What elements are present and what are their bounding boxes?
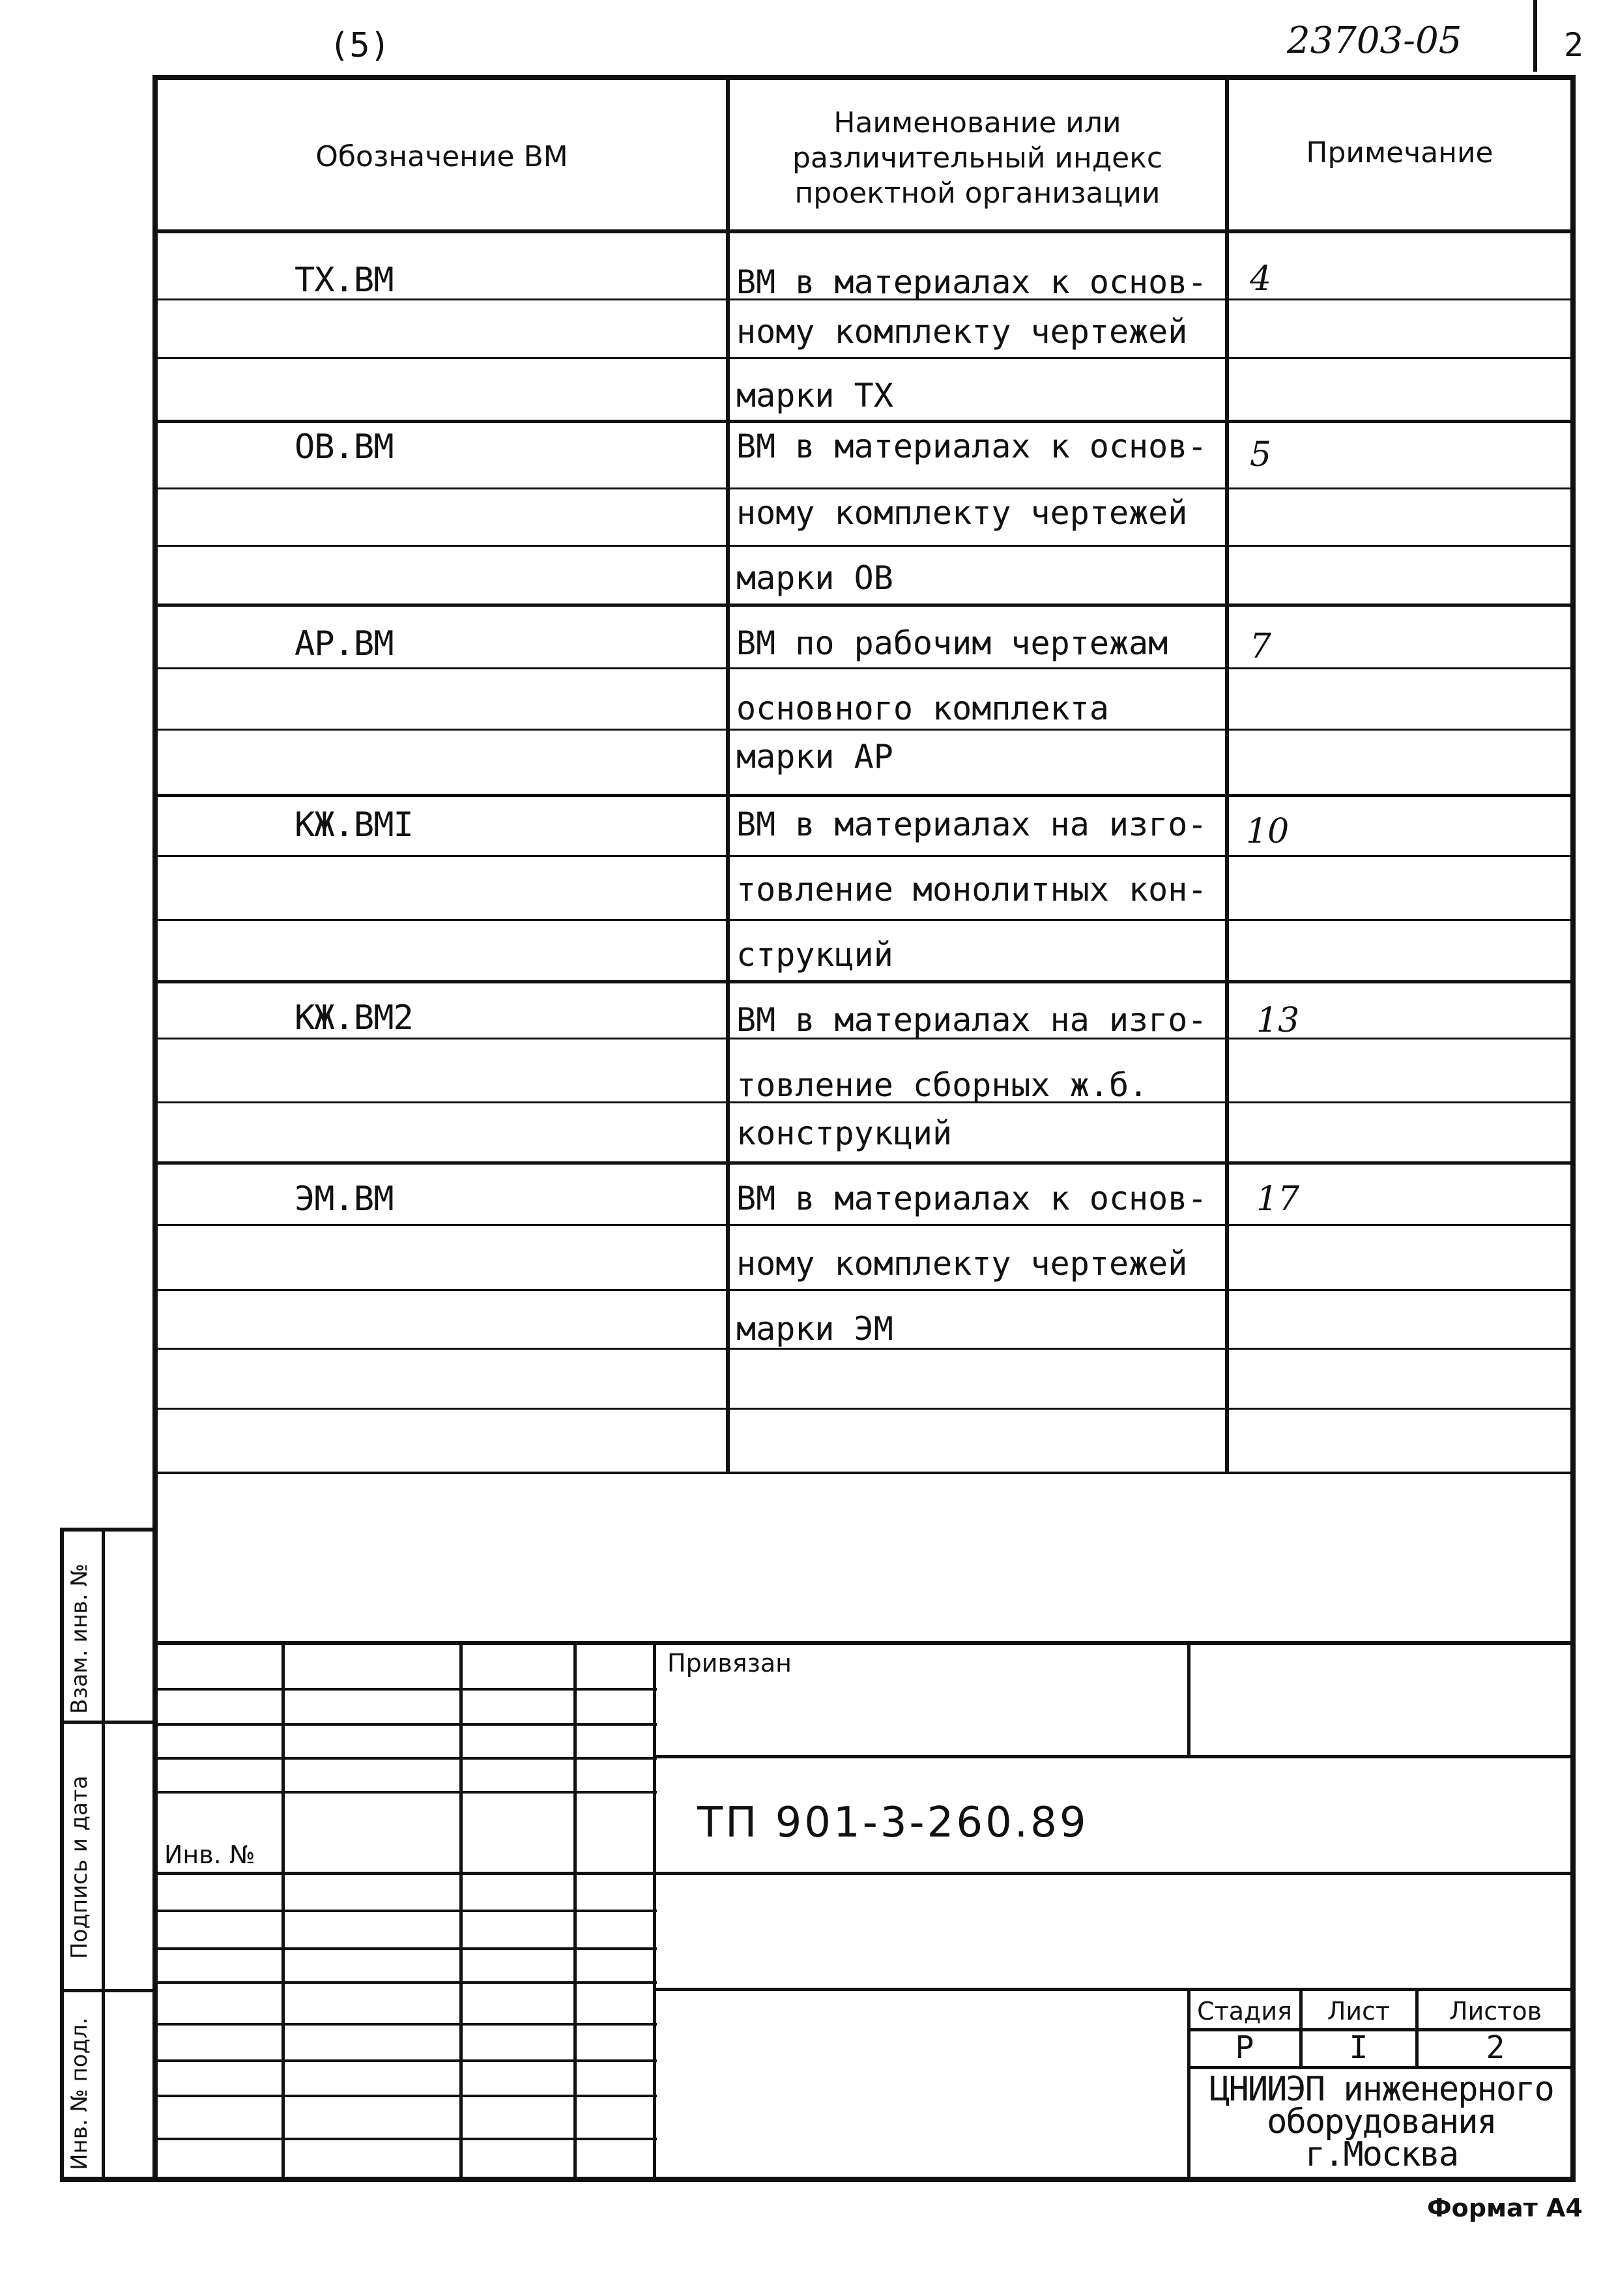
table-row-line bbox=[158, 603, 1570, 607]
table-row-line bbox=[158, 1348, 1570, 1350]
frame-right bbox=[1570, 75, 1576, 2182]
row-4-name-line-1: ВМ в материалах на изго- bbox=[736, 806, 1207, 843]
org-line-2: оборудования bbox=[1267, 2102, 1496, 2142]
row-5-note: 13 bbox=[1256, 1001, 1300, 1040]
row-1-name-line-2: ному комплекту чертежей bbox=[736, 313, 1188, 351]
stage-value: Р bbox=[1235, 2029, 1254, 2066]
table-row-line bbox=[158, 545, 1570, 547]
title-block-row-line bbox=[155, 1981, 657, 1984]
row-5-code: КЖ.ВМ2 bbox=[295, 998, 413, 1038]
table-row-line bbox=[158, 667, 1570, 669]
title-block-row-line bbox=[155, 2023, 657, 2026]
side-stamp-top bbox=[60, 1528, 155, 1532]
row-4-code: КЖ.ВМI bbox=[295, 806, 413, 845]
header-bottom-line bbox=[155, 229, 1573, 233]
format-label: Формат А4 bbox=[1427, 2194, 1583, 2222]
row-4-name-line-2: товление монолитных кон- bbox=[736, 871, 1207, 908]
row-1-code: ТХ.ВМ bbox=[295, 261, 394, 300]
table-row-line bbox=[158, 855, 1570, 857]
table-row-line bbox=[158, 1408, 1570, 1410]
row-3-name-line-1: ВМ по рабочим чертежам bbox=[736, 624, 1168, 662]
side-stamp-div-2 bbox=[60, 1989, 155, 1992]
row-3-name-line-2: основного комплекта bbox=[736, 690, 1109, 727]
table-bottom-line bbox=[155, 1472, 1573, 1474]
title-block-row-line bbox=[155, 1947, 657, 1950]
frame-left bbox=[152, 75, 158, 2182]
table-row-line bbox=[158, 487, 1570, 489]
row-6-note: 17 bbox=[1256, 1180, 1300, 1219]
inv-podl-label: Инв. № подл. bbox=[66, 2017, 93, 2170]
table-row-line bbox=[158, 980, 1570, 983]
title-block-row-line bbox=[155, 2059, 657, 2062]
column-divider-1 bbox=[726, 75, 730, 1474]
row-3-code: АР.ВМ bbox=[295, 624, 394, 663]
column-divider-2 bbox=[1225, 75, 1229, 1474]
side-stamp-div-1 bbox=[60, 1721, 155, 1724]
stage-grid-row-2 bbox=[1187, 2066, 1573, 2069]
sheet-number-divider bbox=[1533, 0, 1537, 72]
table-row-line bbox=[158, 1224, 1570, 1226]
row-3-name-line-3: марки АР bbox=[736, 738, 893, 776]
frame-bottom bbox=[60, 2177, 1576, 2182]
row-6-code: ЭМ.ВМ bbox=[295, 1180, 394, 1219]
sheets-value: 2 bbox=[1486, 2029, 1505, 2066]
sheet-label: Лист bbox=[1327, 1997, 1391, 2026]
header-name: Наименование или различительный индекс проектной организации bbox=[792, 106, 1163, 210]
table-row-line bbox=[158, 420, 1570, 423]
row-6-name-line-2: ному комплекту чертежей bbox=[736, 1245, 1188, 1283]
podpis-data-label: Подпись и дата bbox=[66, 1775, 93, 1959]
row-4-note: 10 bbox=[1246, 812, 1290, 851]
title-block-row-line bbox=[155, 1910, 657, 1912]
title-block-row-line bbox=[155, 1757, 657, 1760]
table-row-line bbox=[158, 729, 1570, 731]
tb-privyazan-bottom bbox=[655, 1755, 1573, 1758]
tb-col-5 bbox=[1187, 1641, 1190, 1757]
row-2-name-line-1: ВМ в материалах к основ- bbox=[736, 428, 1207, 465]
stage-label: Стадия bbox=[1197, 1997, 1292, 2026]
side-stamp-left bbox=[60, 1528, 64, 2182]
table-row-line bbox=[158, 357, 1570, 359]
sheets-label: Листов bbox=[1449, 1997, 1542, 2026]
stage-grid-col-1 bbox=[1299, 1988, 1303, 2067]
inv-no-label: Инв. № bbox=[164, 1840, 255, 1869]
header-designation: Обозначение ВМ bbox=[315, 140, 568, 173]
row-2-name-line-2: ному комплекту чертежей bbox=[736, 494, 1188, 532]
table-row-line bbox=[158, 919, 1570, 921]
title-block-row-line bbox=[155, 1723, 657, 1726]
table-row-line bbox=[158, 794, 1570, 797]
title-block-top bbox=[155, 1641, 1573, 1645]
side-stamp-inner bbox=[102, 1528, 105, 2182]
page-marker: (5) bbox=[329, 26, 390, 65]
row-1-name-line-1: ВМ в материалах к основ- bbox=[736, 263, 1207, 301]
org-line-3: г.Москва bbox=[1305, 2135, 1458, 2174]
table-row-line bbox=[158, 1161, 1570, 1165]
row-6-name-line-3: марки ЭМ bbox=[736, 1310, 893, 1348]
row-3-note: 7 bbox=[1250, 627, 1272, 666]
tb-project-bottom bbox=[655, 1872, 1573, 1875]
stage-grid-left bbox=[1187, 1988, 1190, 2179]
row-1-name-line-3: марки ТХ bbox=[736, 377, 893, 414]
row-4-name-line-3: струкций bbox=[736, 936, 893, 974]
privyazan-label: Привязан bbox=[667, 1649, 792, 1678]
row-1-note: 4 bbox=[1250, 259, 1272, 298]
document-number: 23703-05 bbox=[1287, 20, 1462, 62]
header-note: Примечание bbox=[1306, 136, 1493, 169]
stage-grid-col-2 bbox=[1415, 1988, 1419, 2067]
row-6-name-line-1: ВМ в материалах к основ- bbox=[736, 1180, 1207, 1217]
row-5-name-line-3: конструкций bbox=[736, 1114, 953, 1152]
vzam-inv-label: Взам. инв. № bbox=[66, 1563, 93, 1714]
tb-inv-row-top bbox=[155, 1872, 657, 1875]
org-line-1: ЦНИИЭП инженерного bbox=[1209, 2070, 1553, 2109]
row-5-name-line-2: товление сборных ж.б. bbox=[736, 1066, 1149, 1104]
frame-top bbox=[155, 75, 1576, 80]
title-block-row-line bbox=[155, 1688, 657, 1691]
title-block-row-line bbox=[155, 1791, 657, 1794]
project-code: ТП 901-3-260.89 bbox=[697, 1799, 1089, 1847]
row-5-name-line-1: ВМ в материалах на изго- bbox=[736, 1001, 1207, 1039]
row-2-code: ОВ.ВМ bbox=[295, 428, 394, 467]
sheet-value: I bbox=[1349, 2029, 1368, 2066]
row-2-note: 5 bbox=[1250, 435, 1272, 474]
title-block-row-line bbox=[155, 2138, 657, 2140]
row-2-name-line-3: марки ОВ bbox=[736, 559, 893, 597]
table-row-line bbox=[158, 1289, 1570, 1291]
title-block-row-line bbox=[155, 2095, 657, 2097]
sheet-number: 2 bbox=[1564, 26, 1584, 64]
tb-lower-top bbox=[655, 1988, 1573, 1991]
